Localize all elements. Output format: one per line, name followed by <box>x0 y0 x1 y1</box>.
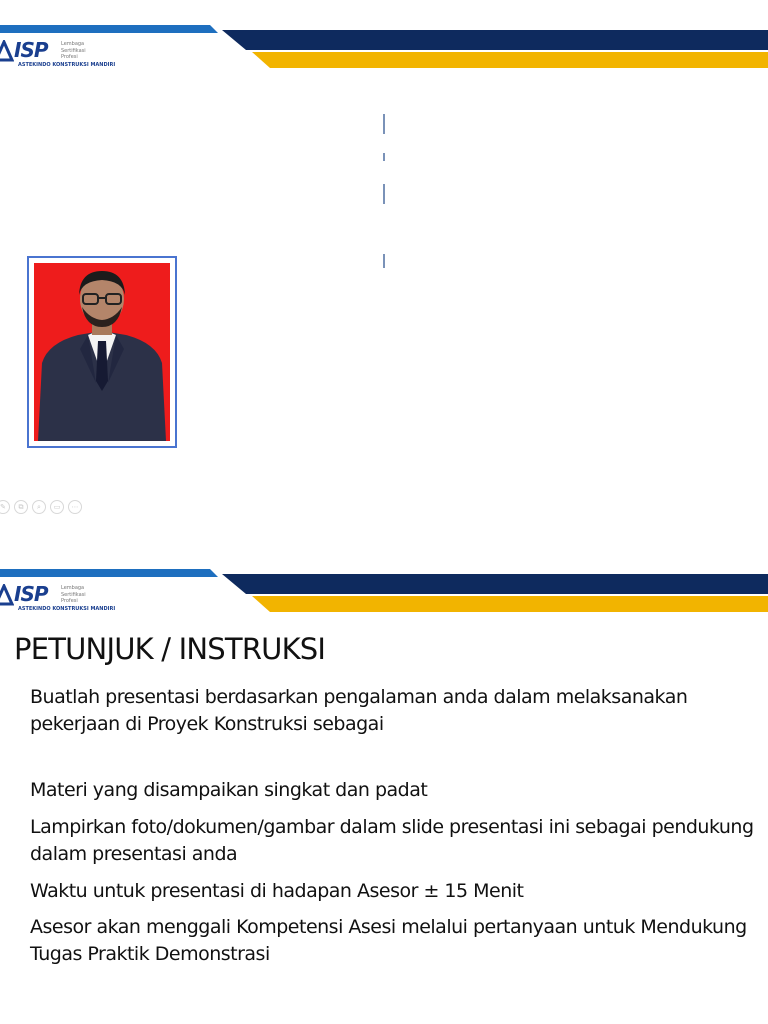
zoom-icon[interactable]: ⌕ <box>32 500 46 514</box>
divider-line <box>383 114 385 134</box>
logo-subtitle: Lembaga Sertifikasi Profesi <box>61 41 86 60</box>
instruction-item: Lampirkan foto/dokumen/gambar dalam slide presentasi ini sebagai pendukung dalam presentasi anda <box>30 816 754 865</box>
more-icon[interactable]: ⋯ <box>68 500 82 514</box>
logo-subtitle: Lembaga Sertifikasi Profesi <box>61 585 86 604</box>
logo-text: ISP <box>14 38 48 62</box>
instruction-item: Asesor akan menggali Kompetensi Asesi melalui pertanyaan untuk Mendukung Tugas Praktik Demonstrasi <box>30 916 747 965</box>
divider-line <box>383 254 385 268</box>
instruction-item: Waktu untuk presentasi di hadapan Asesor ± 15 Menit <box>30 880 524 902</box>
instruction-item: Buatlah presentasi berdasarkan pengalaman anda dalam melaksanakan pekerjaan di Proyek Konstruksi sebagai <box>30 686 688 735</box>
slide-title: PETUNJUK / INSTRUKSI <box>14 632 326 666</box>
person-photo-icon <box>34 263 170 441</box>
profile-photo <box>27 256 177 448</box>
logo-tagline: ASTEKINDO KONSTRUKSI MANDIRI <box>18 62 116 68</box>
logo-mark-icon <box>0 40 14 62</box>
divider-line <box>383 184 385 204</box>
isp-logo <box>0 584 114 620</box>
copy-icon[interactable]: ⧉ <box>14 500 28 514</box>
logo-tagline: ASTEKINDO KONSTRUKSI MANDIRI <box>18 606 116 612</box>
divider-line <box>383 153 385 161</box>
edit-icon[interactable]: ✎ <box>0 500 10 514</box>
instruction-item: Materi yang disampaikan singkat dan padat <box>30 779 428 801</box>
slides-icon[interactable]: ▭ <box>50 500 64 514</box>
isp-logo <box>0 40 114 76</box>
slide-2 <box>0 566 768 1024</box>
logo-mark-icon <box>0 584 14 606</box>
logo-text: ISP <box>14 582 48 606</box>
slide-toolbar <box>0 500 82 518</box>
